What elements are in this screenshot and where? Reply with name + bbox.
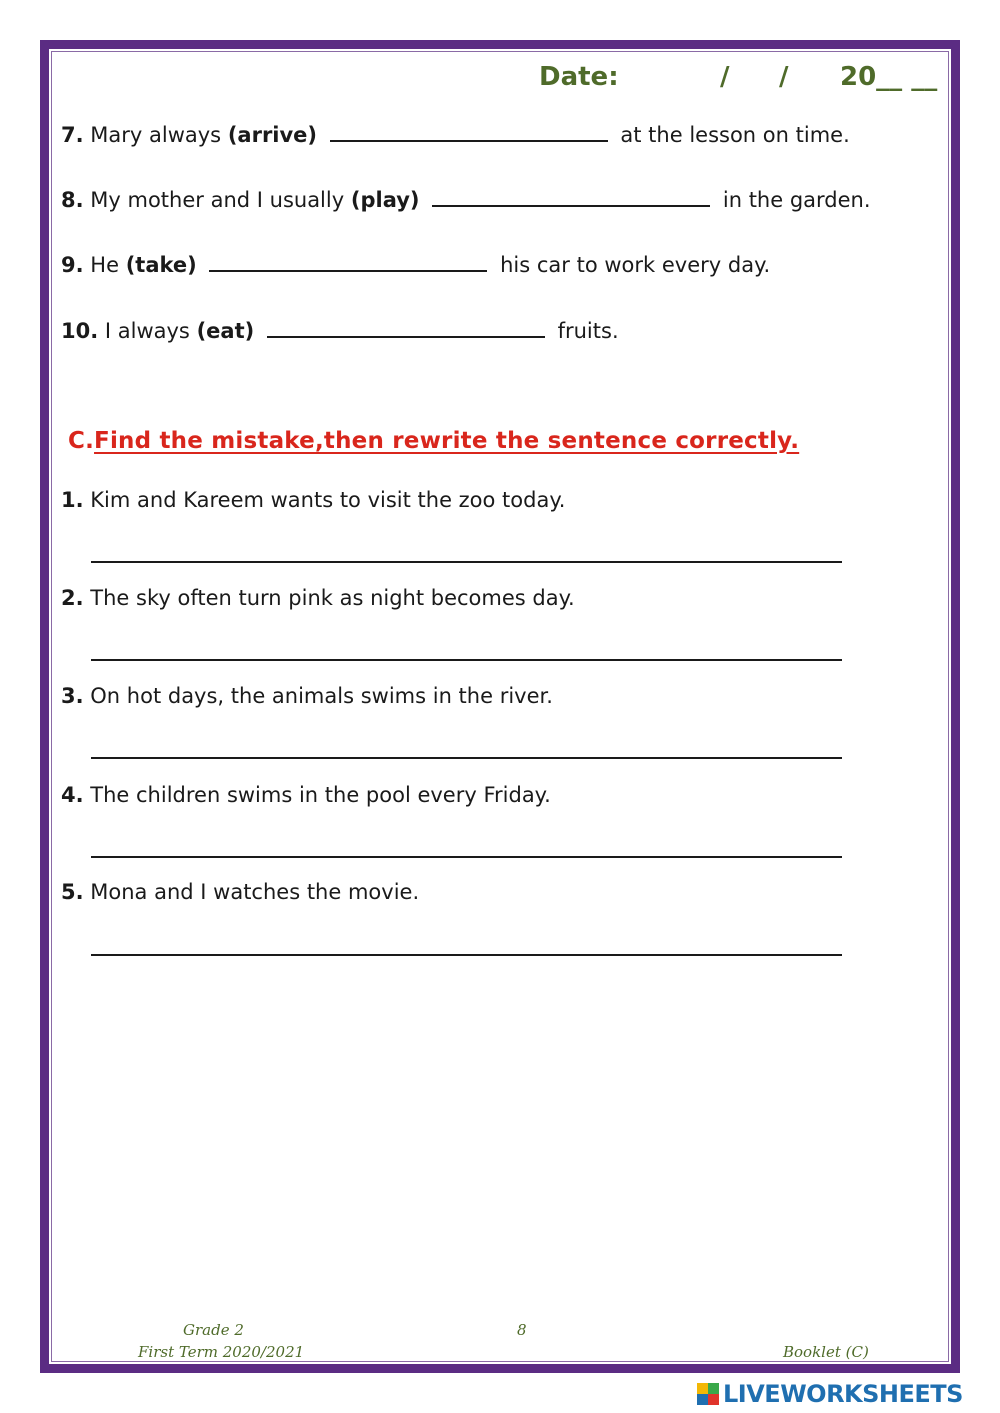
- item-sentence: Kim and Kareem wants to visit the zoo today.: [90, 488, 566, 512]
- item-number: 5.: [61, 880, 84, 904]
- rewrite-line-5[interactable]: [91, 954, 842, 956]
- footer-term: First Term 2020/2021: [138, 1343, 305, 1361]
- date-slash-1: /: [720, 62, 730, 92]
- mistake-item-3: [61, 684, 553, 708]
- rewrite-line-2[interactable]: [91, 659, 842, 661]
- item-sentence: The children swims in the pool every Friday.: [90, 783, 551, 807]
- question-10: [61, 316, 619, 343]
- item-number: 2.: [61, 586, 84, 610]
- date-slash-2: /: [779, 62, 789, 92]
- question-text-before: My mother and I usually: [90, 188, 345, 212]
- item-number: 4.: [61, 783, 84, 807]
- footer-booklet: Booklet (C): [783, 1343, 869, 1361]
- answer-blank[interactable]: [330, 120, 608, 142]
- mistake-item-5: [61, 880, 419, 904]
- item-number: 3.: [61, 684, 84, 708]
- question-verb: (play): [350, 188, 420, 212]
- section-title: Find the mistake,then rewrite the sentence correctly.: [94, 428, 800, 454]
- item-sentence: The sky often turn pink as night becomes day.: [90, 586, 575, 610]
- question-verb: (take): [125, 253, 197, 277]
- question-number: 8.: [61, 188, 84, 212]
- answer-blank[interactable]: [209, 250, 487, 272]
- question-7: [61, 120, 850, 147]
- mistake-item-4: [61, 783, 551, 807]
- question-verb: (arrive): [227, 123, 318, 147]
- section-letter: C.: [68, 428, 95, 454]
- liveworksheets-logo[interactable]: [697, 1378, 963, 1410]
- item-number: 1.: [61, 488, 84, 512]
- item-sentence: On hot days, the animals swims in the river.: [90, 684, 553, 708]
- date-year: 20__ __: [840, 62, 938, 92]
- liveworksheets-icon: [697, 1383, 719, 1405]
- brand-name: LIVEWORKSHEETS: [723, 1380, 963, 1408]
- item-sentence: Mona and I watches the movie.: [90, 880, 420, 904]
- question-text-before: He: [90, 253, 119, 277]
- question-text-before: I always: [104, 319, 190, 343]
- question-8: [61, 185, 871, 212]
- footer-grade: Grade 2: [183, 1321, 244, 1339]
- rewrite-line-4[interactable]: [91, 856, 842, 858]
- question-number: 7.: [61, 123, 84, 147]
- mistake-item-1: [61, 488, 565, 512]
- question-text-after: at the lesson on time.: [620, 123, 850, 147]
- question-9: [61, 250, 770, 277]
- rewrite-line-3[interactable]: [91, 757, 842, 759]
- answer-blank[interactable]: [432, 185, 710, 207]
- question-number: 10.: [61, 319, 99, 343]
- date-label: Date:: [539, 62, 619, 92]
- question-text-before: Mary always: [90, 123, 222, 147]
- question-text-after: in the garden.: [722, 188, 871, 212]
- question-verb: (eat): [196, 319, 255, 343]
- mistake-item-2: [61, 586, 575, 610]
- rewrite-line-1[interactable]: [91, 561, 842, 563]
- question-number: 9.: [61, 253, 84, 277]
- section-c-heading: [68, 428, 799, 454]
- answer-blank[interactable]: [267, 316, 545, 338]
- question-text-after: fruits.: [557, 319, 619, 343]
- footer-page-number: 8: [517, 1321, 527, 1339]
- question-text-after: his car to work every day.: [500, 253, 771, 277]
